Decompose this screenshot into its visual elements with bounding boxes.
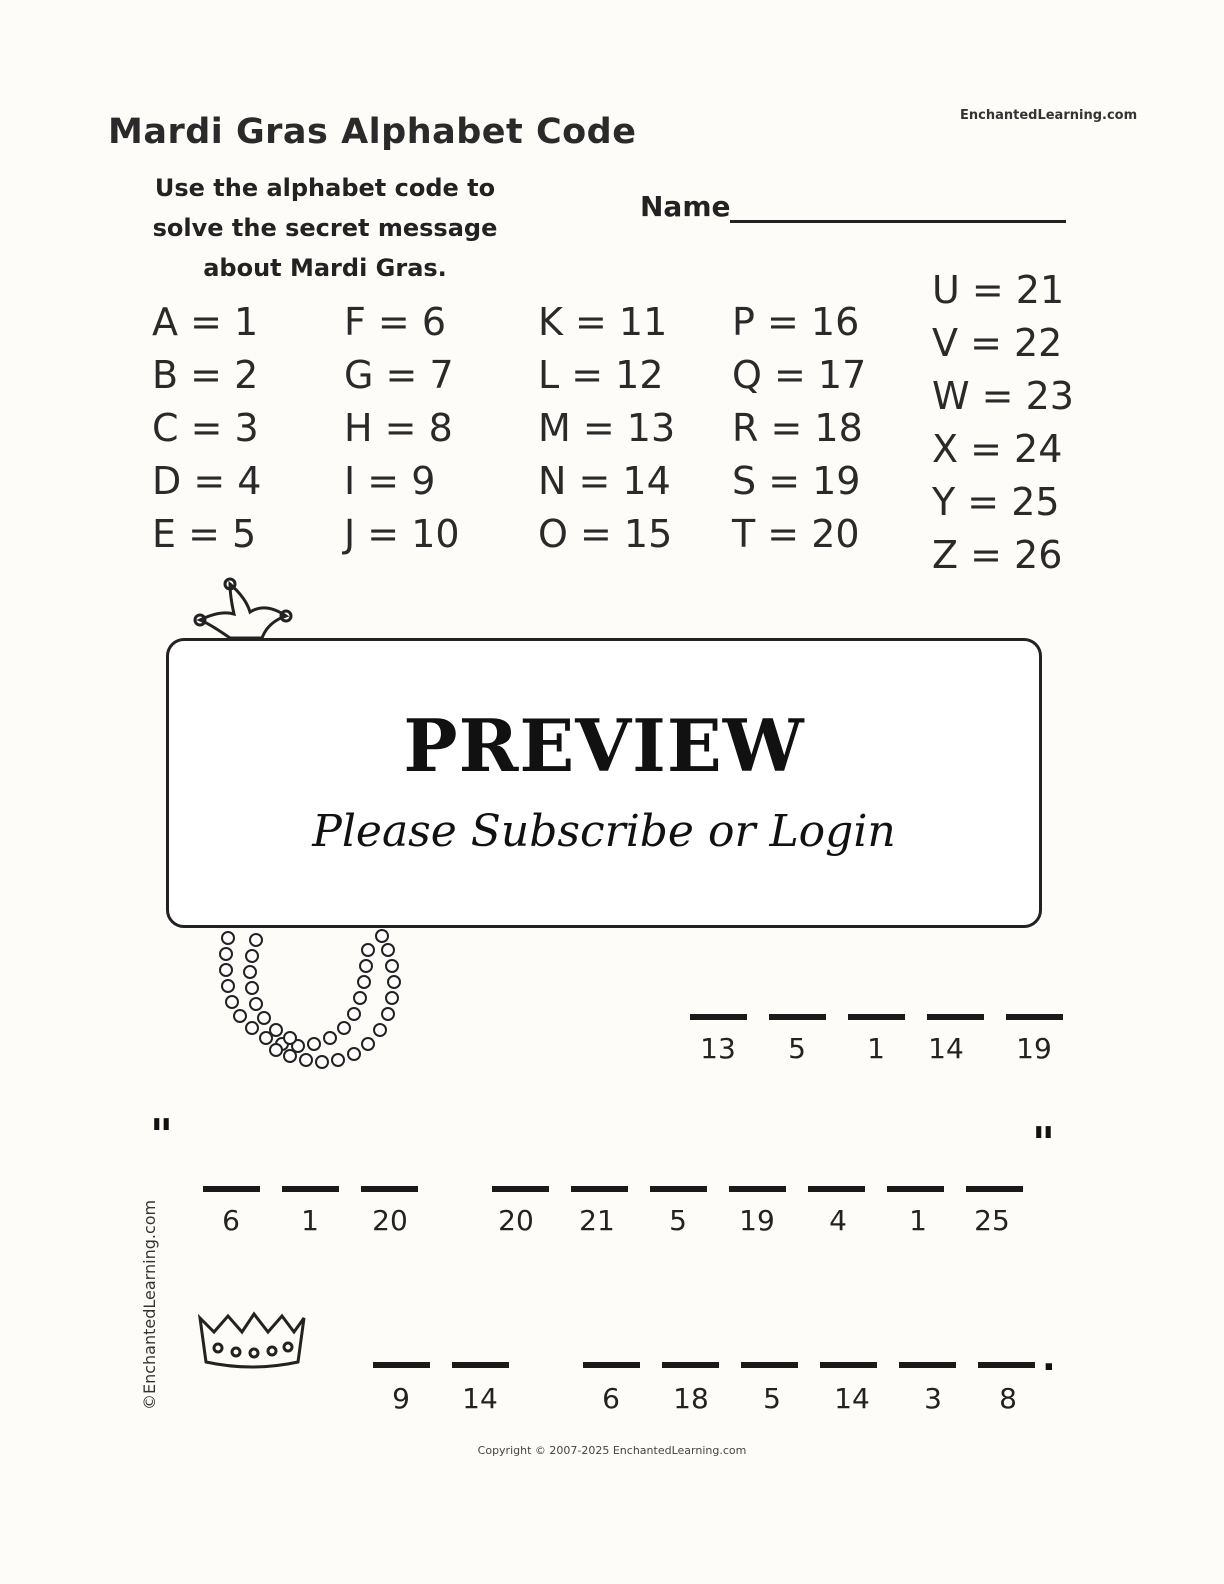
jester-hat-icon: [190, 576, 300, 646]
code-number: 14: [834, 1382, 870, 1415]
answer-blank[interactable]: [571, 1186, 628, 1192]
code-entry: B = 2: [152, 353, 259, 397]
code-number: 20: [372, 1204, 408, 1237]
code-entry: O = 15: [538, 512, 673, 556]
code-entry: W = 23: [932, 374, 1074, 418]
code-entry: V = 22: [932, 321, 1063, 365]
code-entry: L = 12: [538, 353, 664, 397]
code-number: 14: [462, 1382, 498, 1415]
code-number: 5: [788, 1032, 806, 1065]
code-entry: Q = 17: [732, 353, 867, 397]
close-quote: ": [1032, 1118, 1055, 1169]
code-entry: J = 10: [344, 512, 460, 556]
code-column-2: [344, 296, 460, 561]
code-entry: H = 8: [344, 406, 453, 450]
code-column-4: [732, 296, 866, 561]
code-entry: G = 7: [344, 353, 454, 397]
code-entry: E = 5: [152, 512, 257, 556]
answer-blank[interactable]: [361, 1186, 418, 1192]
code-number: 19: [1016, 1032, 1052, 1065]
answer-blank[interactable]: [966, 1186, 1023, 1192]
answer-blank[interactable]: [690, 1014, 747, 1020]
code-entry: N = 14: [538, 459, 671, 503]
code-column-5: [932, 264, 1074, 582]
answer-blank[interactable]: [452, 1362, 509, 1368]
code-entry: R = 18: [732, 406, 863, 450]
code-entry: K = 11: [538, 300, 668, 344]
code-entry: M = 13: [538, 406, 676, 450]
code-entry: Z = 26: [932, 533, 1063, 577]
answer-blank[interactable]: [808, 1186, 865, 1192]
code-number: 8: [999, 1382, 1017, 1415]
preview-title: PREVIEW: [403, 703, 805, 788]
code-entry: F = 6: [344, 300, 447, 344]
answer-blank[interactable]: [1006, 1014, 1063, 1020]
code-number: 20: [498, 1204, 534, 1237]
code-column-1: [152, 296, 261, 561]
answer-blank[interactable]: [650, 1186, 707, 1192]
answer-blank[interactable]: [492, 1186, 549, 1192]
name-label: Name: [640, 190, 731, 223]
instruction-line: solve the secret message: [152, 214, 498, 242]
code-number: 6: [222, 1204, 240, 1237]
code-number: 5: [669, 1204, 687, 1237]
instruction-line: Use the alphabet code to: [154, 174, 496, 202]
instruction-line: about Mardi Gras.: [203, 254, 447, 282]
code-entry: U = 21: [932, 268, 1065, 312]
code-entry: D = 4: [152, 459, 262, 503]
answer-blank[interactable]: [203, 1186, 260, 1192]
code-entry: Y = 25: [932, 480, 1060, 524]
beads-necklace-icon: [210, 926, 410, 1086]
code-number: 21: [579, 1204, 615, 1237]
preview-overlay[interactable]: [166, 638, 1042, 928]
code-entry: C = 3: [152, 406, 259, 450]
code-number: 25: [974, 1204, 1010, 1237]
code-entry: A = 1: [152, 300, 259, 344]
code-number: 6: [602, 1382, 620, 1415]
answer-blank[interactable]: [899, 1362, 956, 1368]
code-entry: X = 24: [932, 427, 1063, 471]
code-number: 1: [867, 1032, 885, 1065]
code-number: 1: [301, 1204, 319, 1237]
answer-blank[interactable]: [769, 1014, 826, 1020]
instructions: [130, 168, 520, 288]
answer-blank[interactable]: [741, 1362, 798, 1368]
code-entry: P = 16: [732, 300, 860, 344]
answer-blank[interactable]: [662, 1362, 719, 1368]
side-credit: ©EnchantedLearning.com: [140, 1199, 159, 1410]
sentence-period: .: [1042, 1338, 1056, 1379]
code-entry: S = 19: [732, 459, 861, 503]
subscribe-login-link[interactable]: Please Subscribe or Login: [312, 806, 896, 857]
code-number: 1: [909, 1204, 927, 1237]
code-column-3: [538, 296, 675, 561]
code-number: 3: [924, 1382, 942, 1415]
open-quote: ": [150, 1110, 173, 1161]
code-entry: I = 9: [344, 459, 436, 503]
code-number: 9: [392, 1382, 410, 1415]
answer-blank[interactable]: [583, 1362, 640, 1368]
answer-blank[interactable]: [978, 1362, 1035, 1368]
answer-blank[interactable]: [729, 1186, 786, 1192]
answer-blank[interactable]: [848, 1014, 905, 1020]
code-number: 14: [928, 1032, 964, 1065]
code-entry: T = 20: [732, 512, 860, 556]
answer-blank[interactable]: [820, 1362, 877, 1368]
answer-blank[interactable]: [282, 1186, 339, 1192]
copyright: Copyright © 2007-2025 EnchantedLearning.com: [477, 1444, 747, 1457]
site-name: EnchantedLearning.com: [960, 108, 1138, 123]
code-number: 19: [739, 1204, 775, 1237]
page-title: Mardi Gras Alphabet Code: [108, 112, 637, 152]
code-number: 13: [700, 1032, 736, 1065]
code-number: 4: [829, 1204, 847, 1237]
answer-blank[interactable]: [373, 1362, 430, 1368]
code-number: 18: [673, 1382, 709, 1415]
crown-icon: [194, 1310, 308, 1372]
answer-blank[interactable]: [887, 1186, 944, 1192]
answer-blank[interactable]: [927, 1014, 984, 1020]
code-number: 5: [763, 1382, 781, 1415]
name-field-line[interactable]: [730, 220, 1066, 223]
